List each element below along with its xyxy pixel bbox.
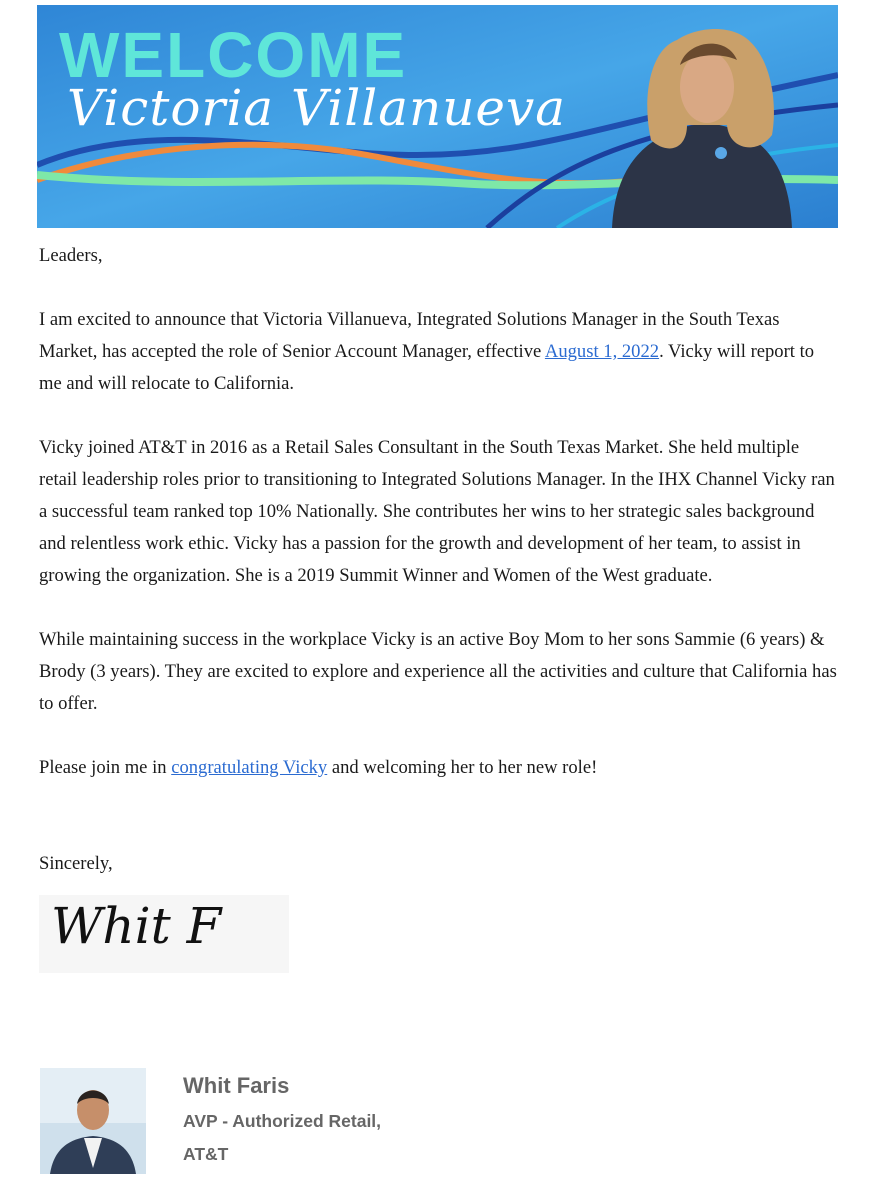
date-link[interactable]: August 1, 2022: [544, 341, 660, 362]
letter-body: [39, 240, 839, 880]
sender-company: AT&T: [183, 1144, 229, 1164]
paragraph-congratulate: [39, 752, 839, 784]
handwritten-signature: [39, 895, 289, 973]
paragraph-family: While maintaining success in the workplace Vicky is an active Boy Mom to her sons Sammie (6 years) & Brody (3 years). They are excited to explore and experience all the activities and culture that California has to offer.: [39, 629, 837, 714]
paragraph-congratulate-text-end: and welcoming her to her new role!: [327, 757, 598, 778]
paragraph-background: Vicky joined AT&T in 2016 as a Retail Sales Consultant in the South Texas Market. She held multiple retail leadership roles prior to transitioning to Integrated Solutions Manager. In the IHX Channel Vicky ran a successful team ranked top 10% Nationally. She contributes her wins to her strategic sales background and relentless work ethic. Vicky has a passion for the growth and development of her team, to assist in growing the organization. She is a 2019 Summit Winner and Women of the West graduate.: [39, 437, 835, 586]
sender-title: AVP - Authorized Retail,: [183, 1111, 382, 1131]
paragraph-announcement-text: I am excited to announce that Victoria Villanueva, Integrated Solutions Manager in the South Texas Market, has accepted the role of Senior Account Manager, effective: [39, 309, 780, 362]
paragraph-congratulate-text: Please join me in: [39, 757, 172, 778]
sender-name: Whit Faris: [183, 1073, 290, 1098]
signature-text: Whit F: [51, 897, 222, 955]
welcome-name: Victoria Villanueva: [67, 79, 567, 137]
avatar: [40, 1068, 146, 1174]
closing: Sincerely,: [39, 853, 113, 874]
greeting: Leaders,: [39, 245, 103, 266]
congratulate-link[interactable]: congratulating Vicky: [171, 757, 328, 778]
welcome-banner: [37, 5, 838, 228]
paragraph-announcement: [39, 304, 839, 400]
avatar-photo: [40, 1068, 146, 1174]
paragraph-announcement-text-end: . Vicky will report to me and will relocate to California.: [39, 341, 815, 394]
welcome-heading: WELCOME: [59, 19, 408, 91]
